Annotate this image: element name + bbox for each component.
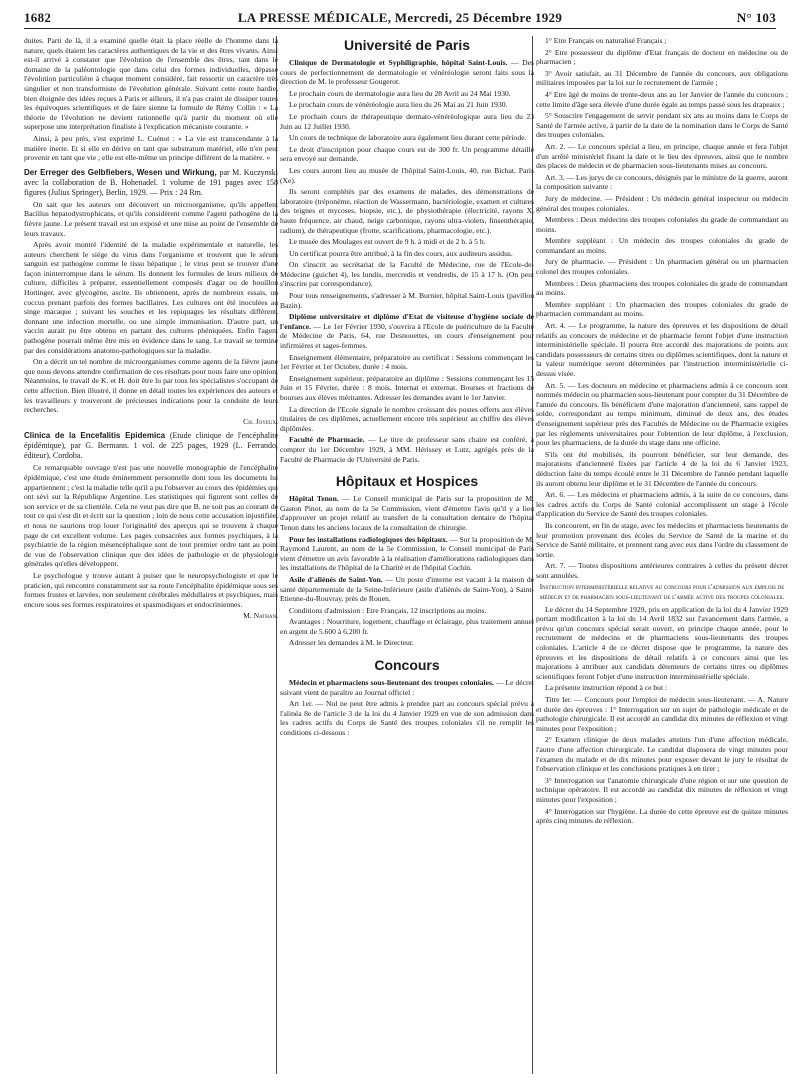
paragraph: Membres : Deux médecins des troupes coloniales du grade de commandant au moins. (536, 215, 788, 234)
paragraph: 3° Avoir satisfait, au 31 Décembre de l'année du concours, aux obligations militaires imposées par la loi sur le recrutement de l'armée ; (536, 68, 788, 88)
item-title: Asile d'aliénés de Saint-Yon. (289, 574, 383, 584)
paragraph: Ainsi, à peu près, s'est exprimé L. Cuénot : « La vie est transcendante à la matière inerte. Et si elle en dérive en tant que substratum matériel, elle n'en peut provenir en tant que vie ; elle est elle-même un principe différent de la matière. » (24, 133, 278, 163)
section-title: Hôpitaux et Hospices (335, 473, 479, 490)
column-right (536, 36, 788, 1076)
paragraph: Adresser les demandes à M. le Directeur. (289, 638, 414, 648)
paragraph: Art. 5. — Les docteurs en médecine et pharmaciens admis à ce concours sont nommés médecin ou pharmacien sous-lieutenant pour compter du 31 Décembre de l'année du concours. Ils bénéficient d'une majoration d'ancienneté, sans rappel de solde, correspondant au temps minimum, diminué de deux ans, des études d'enseignement supérieur près des Facultés de Médecine ou de Pharmacie exigées par les règlements universitaires pour l'obtention de leur diplôme, à l'exclusion, pour les pharmaciens, de la durée du stage dans une officine. (536, 380, 788, 448)
paragraph: Membre suppléant : Un médecin des troupes coloniales du grade de commandant au moins. (536, 236, 788, 255)
paragraph: Jury de pharmacie. — Président : Un pharmacien général ou un pharmacien colonel des troupes coloniales. (536, 257, 788, 277)
page-header (24, 10, 776, 29)
column-middle (280, 36, 534, 1076)
item-text: — Le 1er Février 1930, s'ouvrira à l'Ecole de puériculture de la Faculté de Médecine de Paris, 64, rue Desnouettes, un cours d'enseignement pour infirmières et sages-femmes. (280, 321, 534, 351)
review-entry (24, 168, 278, 198)
paragraph: Le prochain cours de vénéréologie aura lieu du 26 Mai au 21 Juin 1930. (289, 100, 508, 110)
paragraph: Enseignement élémentaire, préparatoire au certificat : Sessions commençant les 1er Février et 1er Octobre, durée : 4 mois. (280, 352, 534, 372)
paragraph: duites. Parti de là, il a examiné quelle était la place réelle de l'homme dans la nature, quels étaient les caractères authentiques de la vie et des êtres vivants. Ainsi est-il arrivé à constater que l'évolution de l'ensemble des êtres, tant dans le domaine de la paléontologie que dans celui des formes individuelles, dépasse l'évolution particulière à chaque moment considéré, fait ressortir un caractère très singulier et non transformiste de l'évolution générale. Suivant cette route hardie, bien éloignée des idées reçues à Paris et ailleurs, il n'a pas craint de dissiper toutes les équivoques scientifiques et de faire sienne la formule de Rémy Collin : « La théorie de l'évolution ne devient rationnelle qu'à partir du moment où elle superpose une interprétation finaliste à l'explication mécaniste courante. » (24, 36, 278, 132)
newspaper-title: LA PRESSE MÉDICALE, Mercredi, 25 Décembre 1929 (237, 10, 563, 25)
paragraph: Après avoir montré l'identité de la maladie expérimentale et naturelle, les auteurs cherchent le siège du virus dans l'organisme et trouvent que le sérum sanguin est pathogène comme le tissu hépatique ; le virus peut se trouver d'une façon ininterrompue dans le sérum. Ils donnent les formules de leurs milieux de culture, difficiles à préparer, essentiellement composés d'agar ou de bouillon Hottinger, avec glycogène, ascite. Ils obtiennent, après de nombreux essais, un coccus prenant parfois des formes bacillaires. Les cultures ont été inoculées au singe macaque ; suivant les souches et les repiquages les résultats diffèrent, donnant une infection mortelle, ou une simple immunisation. D'autre part, un vaccin aurait pu être obtenu en partant des cultures phéniquées. Enfin l'agent pathogène pourrait même être mis en évidence dans le sang. Le travail se termine par des considérations anatomo-pathologiques sur la maladie. (24, 240, 278, 355)
item-title: Hôpital Tenon. (289, 494, 339, 504)
paragraph: Pour tous renseignements, s'adresser à M. Burnier, hôpital Saint-Louis (pavillon Bazin). (280, 291, 534, 310)
paragraph: On a décrit un tel nombre de microorganismes comme agents de la fièvre jaune que nous devons attendre confirmation de ces résultats pour nous faire une opinion. Néanmoins, le travail de K. et H. doit être lu par tous les spécialistes s'occupant de cette affection. Bien illustré, il donne en détail toutes les expériences des auteurs et les travailleurs y trouveront de précieuses indications pour la conduite de leurs recherches. (24, 357, 278, 415)
paragraph: La direction de l'Ecole signale le nombre croissant des postes offerts aux élèves titulaires de ces diplômes, actuellement encore très supérieur au chiffre des élèves diplômées. (280, 404, 534, 433)
paragraph: Jury de médecine. — Président : Un médecin général inspecteur ou médecin général des troupes coloniales. (536, 193, 788, 213)
paragraph: Le musée des Moulages est ouvert de 9 h. à midi et de 2 h. à 5 h. (289, 237, 486, 247)
item-title: Pour les installations radiologiques des hôpitaux. (289, 534, 448, 544)
paragraph: Le prochain cours de thérapeutique dermato-vénéréologique aura lieu du 23 Juin au 12 Juillet 1930. (280, 111, 534, 131)
signature: M. Nathan. (243, 611, 278, 621)
paragraph: Un cours de technique de laboratoire aura également lieu durant cette période. (289, 133, 527, 143)
section-title: Université de Paris (343, 37, 471, 53)
paragraph: Art. 7. — Toutes dispositions antérieures contraires à celles du présent décret sont annulées. (536, 561, 788, 580)
news-item (280, 494, 534, 532)
review-entry (24, 431, 278, 461)
item-text: — Le Conseil municipal de Paris sur la proposition de M. Gaston Pinot, au nom de la 5e Commission, vient d'émettre l'avis qu'il y a lieu d'approuver un projet relatif au transfert de la consultation dentaire de l'hôpital Tenon dans les anciens locaux de la consultation de chirurgie. (280, 494, 534, 532)
paragraph: Titre Ier. — Concours pour l'emploi de médecin sous-lieutenant. — A. Nature et durée des épreuves : 1° Interrogation sur un sujet de pathologie médicale et de pathologie chirurgicale. Il est accordé au candidat dix minutes de réflexion et vingt minutes pour l'exposition ; (536, 695, 788, 733)
paragraph: On s'inscrit au secrétariat de la Faculté de Médecine, rue de l'Ecole-de-Médecine (guichet 4), les lundis, mercredis et vendredis, de 15 à 17 h. (On peut s'inscrire par correspondance). (280, 260, 534, 289)
instruction-heading: Instruction interministérielle relative au concours pour l'admission aux emplois de médecin et de pharmacien sous-lieutenant de l'armée active des troupes coloniales. (539, 583, 785, 602)
paragraph: 2° Etre possesseur du diplôme d'Etat français de docteur en médecine ou de pharmacien ; (536, 47, 788, 67)
paragraph: Art. 6. — Les médecins et pharmaciens admis, à la suite de ce concours, dans les cadres actifs du Corps de Santé colonial accomplissent un stage à l'école d'application du Service de Santé des troupes coloniales. (536, 490, 788, 519)
item-text: — Un poste d'interne est vacant à la maison de santé départementale de la Seine-Inférieure (asile d'aliénés de Saint-Yon), à Saint-Etienne-du-Rouvray, près de Rouen. (280, 574, 534, 604)
item-text: — Sur la proposition de M. Raymond Laurent, au nom de la 5e Commission, le Conseil municipal de Paris vient d'émettre un avis favorable à la réalisation d'améliorations radiologiques dans les installations de l'hôpital de la Charité et de l'hôpital Cochin. (280, 534, 534, 573)
paragraph: Le psychologue y trouve autant à puiser que le neuropsychologiste et que le praticien, qui rencontre constamment sur sa route l'encéphalite épidémique sous ses formes frustes et larvées, non seulement cérébrales médullaires et psychiques, mais encore sous ses formes respiratoires et spasmodiques et endocriniennes. (24, 570, 278, 609)
item-title: Diplôme universitaire et diplôme d'Etat de visiteuse d'hygiène sociale de l'enfance. (280, 312, 534, 331)
section-title: Concours (374, 657, 440, 674)
paragraph: Le droit d'inscription pour chaque cours est de 300 fr. Un programme détaillé sera envoyé sur demande. (280, 144, 534, 164)
paragraph: Art. 3. — Les jurys de ce concours, désignés par le ministre de la guerre, auront la composition suivante : (536, 172, 788, 192)
review-details: par M. Kuczynski avec la collaboration de B. Hohenadel. 1 volume de 191 pages avec 158 figures (Julius Springer), Berlin, 1929. — Prix : 24 Rm. (24, 167, 278, 197)
signature: Ch. Joyeux. (243, 416, 278, 426)
news-item (280, 678, 534, 697)
news-item (280, 435, 534, 464)
paragraph: Conditions d'admission : Etre Français, 12 inscriptions au moins. (289, 605, 487, 615)
news-item (280, 535, 534, 573)
column-left (24, 36, 278, 1076)
news-item (280, 312, 534, 350)
review-title: Der Erreger des Gelbfiebers, Wesen und Wirkung, (24, 167, 217, 177)
paragraph: On sait que les auteurs ont découvert un microorganisme, qu'ils appellent Bacillus hepatodystrophicans, et qu'ils considèrent comme l'agent pathogène de la fièvre jaune. Le présent travail est un exposé et une mise au point de l'ensemble de leurs travaux. (24, 199, 278, 238)
paragraph: Enseignement supérieur, préparatoire au diplôme : Sessions commençant les 15 Juin et 15 Février, durée : 8 mois. Internat et externat. Bourses et fractions de bourses aux élèves méritantes. Adresser les demandes avant le 1er Janvier. (280, 373, 534, 402)
paragraph: 3° Interrogation sur l'anatomie chirurgicale d'une région et sur une question de technique opératoire. Il est accordé au candidat dix minutes de réflexion et vingt minutes pour l'exposition ; (536, 775, 788, 804)
item-text: — Des cours de perfectionnement de dermatologie et vénéréologie seront faits sous la direction de M. le professeur Gougerot. (280, 58, 534, 87)
paragraph: Membres : Deux pharmaciens des troupes coloniales du grade de commandant au moins. (536, 278, 788, 298)
paragraph: 4° Interrogation sur l'hygiène. La durée de cette épreuve est de quinze minutes après cinq minutes de réflexion. (536, 806, 788, 826)
paragraph: Ils concourent, en fin de stage, avec les médecins et pharmaciens lieutenants de leur promotion provenant des écoles du Service de Santé de la marine et du Service de Santé militaire, et prennent rang avec eux dans l'ordre du classement de sortie. (536, 520, 788, 559)
paragraph: Le décret du 14 Septembre 1929, pris en application de la loi du 4 Janvier 1929 portant modification à la loi du 14 Avril 1832 sur l'avancement dans l'armée, a prévu qu'un concours spécial serait ouvert, en principe chaque année, pour le recrutement de médecins et de pharmaciens sous-lieutenants des troupes coloniales. L'article 4 de ce décret dispose que le programme, la nature des épreuves et les dispositions de détail relatifs à ce concours ainsi que les majorations à attribuer aux candidats détenteurs de certains titres ou diplômes scientifiques feront l'objet d'une instruction interministérielle spéciale. (536, 604, 788, 681)
paragraph: Membre suppléant : Un pharmacien des troupes coloniales du grade de pharmacien commandant au moins. (536, 299, 788, 319)
paragraph: Ce remarquable ouvrage n'est pas une nouvelle monographie de l'encéphalite épidémique, c'est une étude éminemment personnelle dont tous les documents lui appartiennent ; c'est la maladie telle qu'il a pu l'observer au cours des épidémies qui ont sévi sur la République Argentine. Les statistiques qui figurent sont celles de son service et de sa clientèle. Cela ne veut pas dire que B. ne soit pas au courant de tout ce qui s'est dit et écrit sur la question ; loin de nous cette accusation injustifiée, et nous ne saurions trop louer l'originalité des aperçus qui se trouvent à chaque page de cet excellent volume. Les pages consacrées aux formes psychiques, à la psychiatrie de la région mésencéphalique sont de tout premier ordre tant au point de vue de l'observation clinique que des idées de pathologie et de physiologie générales qu'elles développent. (24, 463, 278, 569)
issue-number: N° 103 (736, 10, 776, 25)
item-text: — Le décret suivant vient de paraître au Journal officiel : (280, 678, 534, 697)
paragraph: Art. 2. — Le concours spécial a lieu, en principe, chaque année et fera l'objet d'un arrêté ministériel fixant la date et le lieu des épreuves, ainsi que le nombre des places de médecin et de pharmacien sous-lieutenants mises au concours. (536, 141, 788, 171)
page-number: 1682 (24, 10, 52, 25)
paragraph: Ils seront complétés par des examens de malades, des démonstrations de laboratoire (tréponème, réaction de Wassermann, bactériologie, examen et cultures des teignes et mycoses, biopsie, etc.), de physiothérapie (électricité, rayons X, haute fréquence, air chaud, neige carbonique, rayons ultra-violets, finsenthérapie, radium), de thérapeutique (frotte, scarifications, pharmacologie, etc.). (280, 187, 534, 235)
item-title: Médecin et pharmaciens sous-lieutenant des troupes coloniales. (289, 678, 494, 688)
paragraph: Art 1er. — Nul ne peut être admis à prendre part au concours spécial prévu à l'alinéa 8e de l'article 3 de la loi du 4 Janvier 1929 en vue de son admission dans les cadres actifs du Corps de Santé des troupes coloniales s'il ne remplit les conditions ci-dessous : (280, 699, 534, 738)
paragraph: Art. 4. — Le programme, la nature des épreuves et les dispositions de détail relatifs au concours de médecine et de pharmacie feront l'objet d'une instruction interministérielle spéciale. Il pourra être accordé des majorations de points aux candidats possesseurs de certains titres ou diplômes scientifiques, dont la nature et la valeur numérique seront déterminées par l'instruction interministérielle ci-dessus visée. (536, 321, 788, 378)
review-details: (Etude clinique de l'encéphalite épidémique), par G. Bermann. 1 vol. de 225 pages, 1929 (L. Ferrando, éditeur), Cordoba. (24, 431, 278, 461)
news-item (280, 575, 534, 604)
paragraph: 5° Souscrire l'engagement de servir pendant six ans au moins dans le Corps de Santé de l'armée active, à partir de la date de la nomination dans le Corps de Santé des troupes coloniales. (536, 111, 788, 140)
paragraph: Les cours auront lieu au musée de l'hôpital Saint-Louis, 40, rue Bichat, Paris (Xe). (280, 165, 534, 185)
item-title: Faculté de Pharmacie. (289, 435, 365, 445)
paragraph: S'ils ont été mobilisés, ils pourront bénéficier, sur leur demande, des majorations d'ancienneté fixées par l'article 4 de la loi du 6 Janvier 1923, déduction faite du temps écoulé entre le 31 Décembre de l'année pendant laquelle ils auront obtenu leur diplôme et le 31 Décembre de l'année du concours. (536, 449, 788, 488)
review-title: Clinica de la Encefalitis Epidemica (24, 431, 166, 441)
paragraph: La présente instruction répond à ce but : (545, 683, 668, 693)
paragraph: Avantages : Nourriture, logement, chauffage et éclairage, plus traitement annuel en argent de 5.600 à 6.200 fr. (280, 617, 534, 636)
item-text: — Le titre de professeur sans chaire est conféré, à compter du 1er Décembre 1929, à MM. Hérissey et Lutz, agrégés près de la Faculté de Pharmacie de l'Université de Paris. (280, 435, 534, 464)
paragraph: Un certificat pourra être attribué, à la fin des cours, aux auditeurs assidus. (289, 248, 513, 258)
item-title: Clinique de Dermatologie et Syphiligraphie, hôpital Saint-Louis. (289, 58, 508, 67)
paragraph: 2° Examen clinique de deux malades atteints l'un d'une affection médicale, l'autre d'une affection chirurgicale. Le candidat disposera de vingt minutes pour l'examen du malade et de dix minutes pour exposer devant le jury le résultat de l'observation clinique et les conclusions pratiques à en tirer ; (536, 735, 788, 774)
paragraph: 4° Etre âgé de moins de trente-deux ans au 1er Janvier de l'année du concours ; cette limite d'âge sera élevée d'une durée égale au temps passé sous les drapeaux ; (536, 89, 788, 109)
news-item (280, 58, 534, 87)
paragraph: 1° Etre Français ou naturalisé Français ; (545, 36, 667, 45)
paragraph: Le prochain cours de dermatologie aura lieu du 28 Avril au 24 Mai 1930. (289, 88, 511, 98)
